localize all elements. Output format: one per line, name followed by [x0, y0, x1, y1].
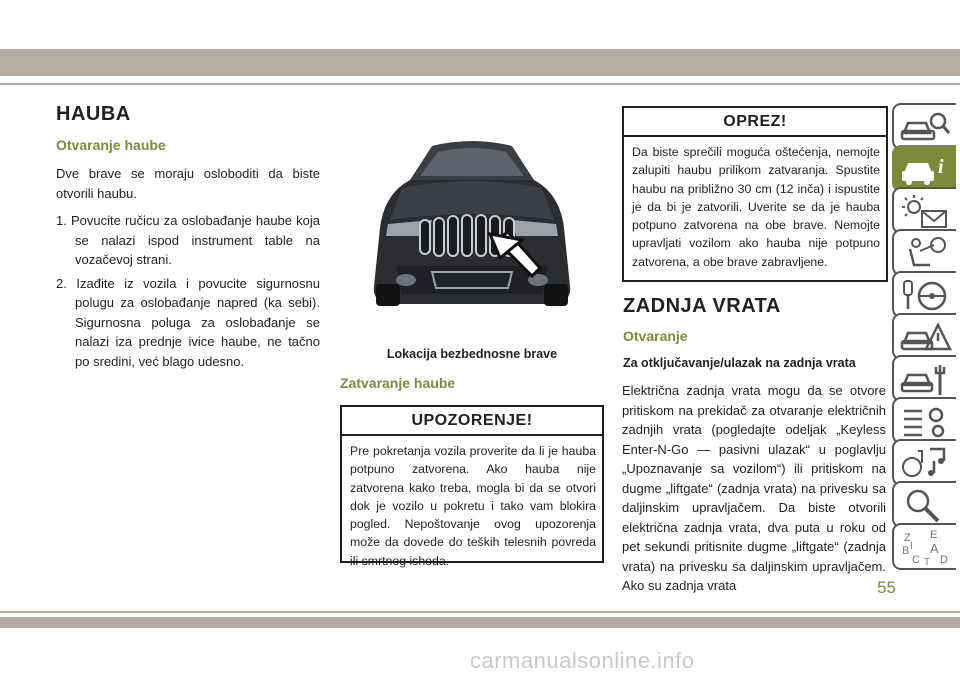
alphabet-index-icon: [900, 529, 952, 567]
tab-getting-to-know-instrument-panel[interactable]: [892, 145, 956, 192]
watermark: carmanualsonline.info: [470, 648, 695, 673]
index-letter-c: C: [912, 554, 920, 566]
index-letter-e: E: [930, 529, 938, 541]
index-letter-t: T: [924, 557, 931, 567]
warning-title: UPOZORENJE!: [342, 407, 602, 436]
subtitle-closing-hood: Zatvaranje haube: [340, 375, 456, 391]
intro-paragraph: Dve brave se moraju osloboditi da biste otvorili haubu.: [56, 166, 320, 201]
index-letter-a: A: [930, 541, 939, 556]
tab-index[interactable]: [892, 523, 956, 570]
index-letter-z: Z: [904, 532, 911, 544]
tab-starting-operating[interactable]: [892, 271, 956, 318]
seat-airbag-icon: [900, 235, 952, 273]
key-steering-wheel-icon: [900, 277, 952, 315]
caution-title: OPREZ!: [624, 108, 886, 137]
photo-caption: Lokacija bezbednosne brave: [386, 347, 558, 361]
car-magnifier-icon: [900, 109, 952, 147]
page-number: 55: [877, 578, 896, 597]
tab-emergency[interactable]: [892, 313, 956, 360]
footer-rule: [0, 611, 960, 613]
warning-box: [340, 405, 604, 568]
caution-text: Da biste sprečili moguća oštećenja, nemojte zalupiti haubu prilikom zatvaranja. Spustite haubu na približno 30 cm (12 inča) i ispustite je da bi je zatvorili. Uverite se da je hauba potpuno zatvorena na obe brave. Nemojte upravljati vozilom ako hauba nije potpuno zatvorena, a obe brave zabravljene.: [632, 145, 880, 269]
magnifier-icon: [900, 487, 952, 525]
tab-customer-assistance[interactable]: [892, 481, 956, 528]
step-2: 2. Izađite iz vozila i povucite sigurnosnu polugu za oslobađanje napred (ka sebi). Sigurnosna poluga za oslobađanje se nalazi iza prednje ivice haube, ne tačno po sredini, već blago udesno.: [56, 275, 320, 369]
tab-seats-airbags[interactable]: [892, 229, 956, 276]
header-band: [0, 49, 960, 76]
subtitle-opening-hood: Otvaranje haube: [56, 137, 166, 153]
tab-getting-to-know-vehicle[interactable]: [892, 103, 956, 150]
car-wrench-icon: [900, 361, 952, 399]
section-title-liftgate: ZADNJA VRATA: [623, 295, 781, 317]
index-letter-b: B: [902, 545, 910, 557]
liftgate-text: Električna zadnja vrata mogu da se otvore pritiskom na prekidač za otvaranje električnih zadnjih vrata (pogledajte odeljak „Keyless Enter-N-Go — pasivni ulazak“ u poglavlju „Upoznavanje sa vozilom“) ili pritiskom na dugme „liftgate“ (zadnja vrata) na privesku sa daljinskim upravljačem. Da biste otvorili električna zadnja vrata, dva puta u roku od pet sekundi pritisnite dugme „liftgate“ (zadnja vrata) na privesku sa daljinskim upravljačem. Ako su zadnja vrata: [622, 383, 886, 593]
car-warning-icon: [900, 319, 952, 357]
music-phone-icon: [900, 445, 952, 483]
index-letter-i: I: [910, 541, 913, 552]
hood-latch-photo: [340, 108, 604, 338]
svg-text:i: i: [938, 156, 944, 178]
sun-envelope-icon: [900, 193, 952, 231]
tab-specifications[interactable]: [892, 397, 956, 444]
tab-servicing[interactable]: [892, 355, 956, 402]
left-body: [56, 164, 320, 375]
header-rule: [0, 83, 960, 85]
subtitle-opening-liftgate: Otvaranje: [623, 328, 688, 344]
section-title-hood: HAUBA: [56, 103, 131, 125]
list-gears-icon: [900, 403, 952, 441]
step-1: 1. Povucite ručicu za oslobađanje haube koja se nalazi ispod instrument table na vozačevoj strani.: [56, 213, 320, 267]
tab-safety[interactable]: [892, 187, 956, 234]
tab-multimedia[interactable]: [892, 439, 956, 486]
index-letter-d: D: [940, 554, 948, 566]
car-info-icon: [900, 151, 952, 189]
warning-text: Pre pokretanja vozila proverite da li je hauba potpuno zatvorena. Ako hauba nije zatvorena kako treba, mogla bi da se otvori dok je vozilo u pokretu i tako vam blokira pogled. Nepoštovanje ovog upozorenja može da dovede do teških telesnih povreda ili smrtnog ishoda.: [350, 444, 596, 568]
caution-box: [622, 106, 888, 282]
footer-band: [0, 617, 960, 628]
liftgate-subhead: Za otključavanje/ulazak na zadnja vrata: [623, 356, 856, 370]
